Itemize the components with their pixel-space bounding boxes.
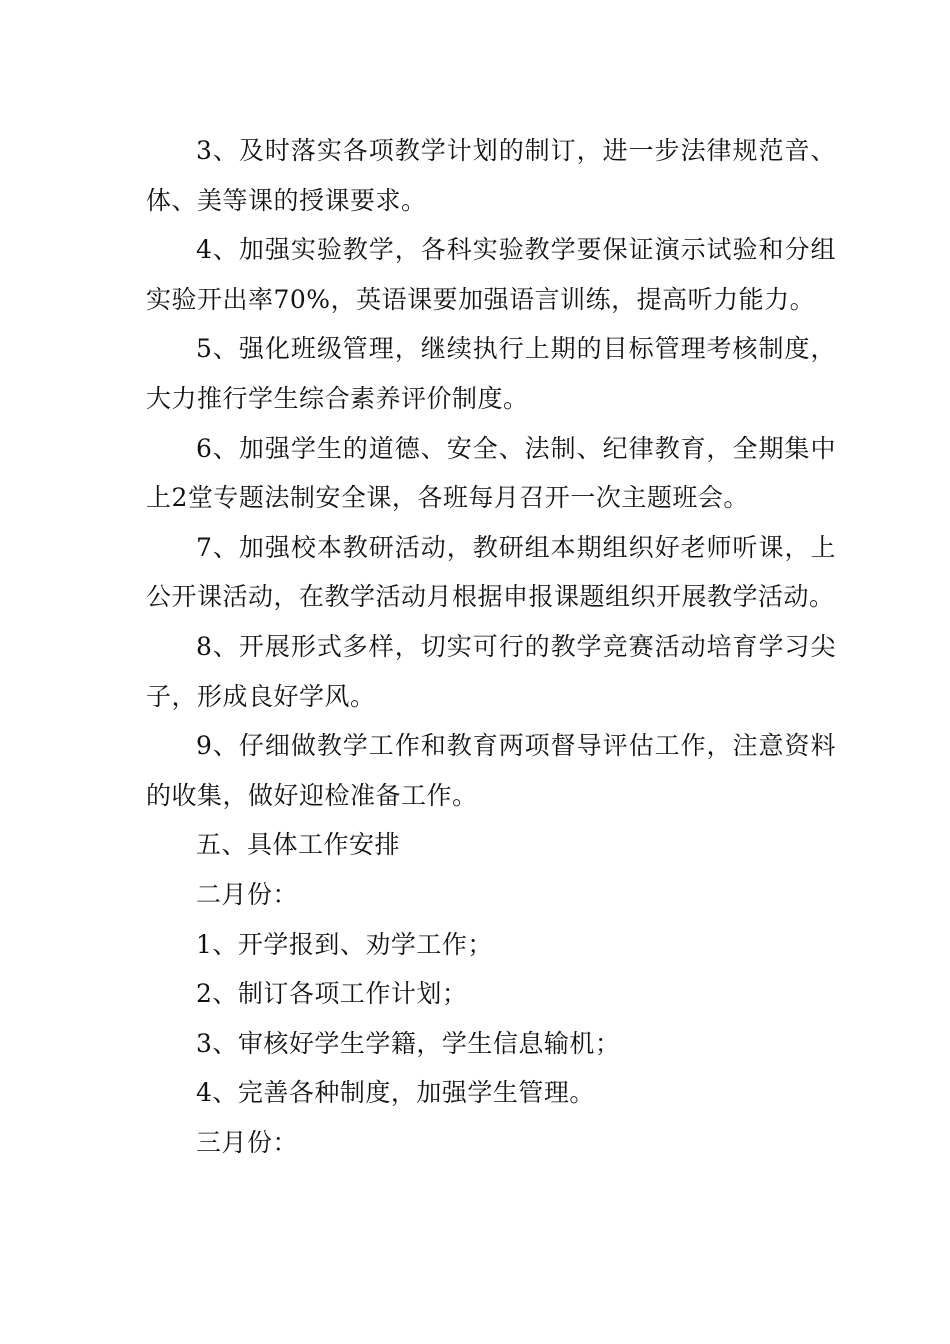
list-item: 4、完善各种制度，加强学生管理。 [196,1078,595,1108]
list-item: 3、审核好学生学籍，学生信息输机； [196,1028,621,1058]
paragraph: 4、加强实验教学，各科实验教学要保证演示试验和分组实验开出率70%，英语课要加强语言训练，提高听力能力。 [146,235,836,314]
paragraph: 8、开展形式多样，切实可行的教学竞赛活动培育学习尖子，形成良好学风。 [146,631,836,711]
paragraph: 3、及时落实各项教学计划的制订，进一步法律规范音、体、美等课的授课要求。 [146,136,836,215]
paragraph: 6、加强学生的道德、安全、法制、纪律教育，全期集中上2堂专题法制安全课，各班每月召开一次主题班会。 [146,433,836,513]
section-heading: 五、具体工作安排 [196,830,401,860]
paragraph: 5、强化班级管理，继续执行上期的目标管理考核制度，大力推行学生综合素养评价制度。 [146,334,836,413]
list-item: 1、开学报到、劝学工作； [196,929,493,959]
paragraph: 7、加强校本教研活动，教研组本期组织好老师听课，上公开课活动，在教学活动月根据申报课题组织开展教学活动。 [146,532,836,612]
list-item: 2、制订各项工作计划； [196,979,468,1009]
paragraph: 9、仔细做教学工作和教育两项督导评估工作，注意资料的收集，做好迎检准备工作。 [146,731,836,810]
month-heading: 三月份： [196,1127,299,1157]
document-body [146,126,836,1167]
month-heading: 二月份： [196,879,299,909]
